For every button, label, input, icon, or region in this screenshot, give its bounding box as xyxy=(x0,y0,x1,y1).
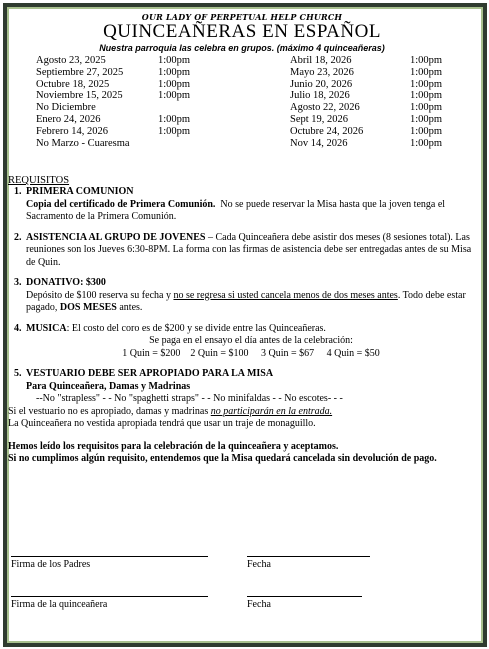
church-name: OUR LADY OF PERPETUAL HELP CHURCH xyxy=(141,12,343,22)
schedule-time: 1:00pm xyxy=(410,78,443,90)
schedule-date: Junio 20, 2026 xyxy=(290,78,353,90)
schedule-row xyxy=(36,138,190,150)
document-body xyxy=(8,12,476,466)
girl-signature-line[interactable] xyxy=(11,596,208,597)
music-price-table: 1 Quin = $200 2 Quin = $100 3 Quin = $67 4 Quin = $50 xyxy=(122,347,380,359)
schedule-date: No Marzo - Cuaresma xyxy=(36,137,130,149)
schedule-date: Septiembre 27, 2025 xyxy=(36,66,124,78)
schedule-time: 1:00pm xyxy=(410,55,443,66)
schedule-row xyxy=(290,138,442,150)
requirement-music xyxy=(8,323,476,361)
schedule-row xyxy=(36,55,190,67)
requirement-number: 1. xyxy=(14,186,22,197)
schedule-time: 1:00pm xyxy=(410,113,443,125)
attire-restrictions: --No "strapless" - - No "spaghetti straps" - - No minifaldas - - No escotes- - - xyxy=(36,393,343,404)
schedule-date: No Diciembre xyxy=(36,102,96,114)
schedule-date: Julio 18, 2026 xyxy=(290,90,350,102)
schedule-row xyxy=(290,114,442,126)
attire-consequence: Si el vestuario no es apropiado, damas y madrinas no participarán en la entrada. xyxy=(8,405,333,417)
music-payment-note: Se paga en el ensayo el día antes de la celebración: xyxy=(149,335,353,346)
requirement-first-communion xyxy=(8,186,476,224)
requirements-heading: REQUISITOS xyxy=(8,175,70,186)
requirement-attire xyxy=(8,368,476,406)
requirement-number: 4. xyxy=(14,322,22,334)
schedule-date: Nov 14, 2026 xyxy=(290,137,348,149)
date-label-2: Fecha xyxy=(247,599,271,610)
schedule-time: 1:00pm xyxy=(158,90,191,102)
page-subtitle: Nuestra parroquia las celebra en grupos. (máximo 4 quinceañeras) xyxy=(99,43,385,53)
schedule-date: Octubre 24, 2026 xyxy=(290,125,364,137)
schedule-date: Agosto 22, 2026 xyxy=(290,102,360,114)
page-title: QUINCEAÑERAS EN ESPAÑOL xyxy=(103,21,381,42)
schedule-time: 1:00pm xyxy=(410,66,443,78)
schedule-row xyxy=(290,55,442,67)
schedule-table xyxy=(8,55,476,165)
schedule-column-left xyxy=(36,55,190,149)
acknowledgement-line-1: Hemos leído los requisitos para la celebración de la quinceañera y aceptamos. xyxy=(8,440,339,452)
schedule-row xyxy=(36,79,190,91)
schedule-row xyxy=(290,102,442,114)
date-label-1: Fecha xyxy=(247,559,271,570)
schedule-row xyxy=(36,102,190,114)
schedule-row xyxy=(36,67,190,79)
schedule-time: 1:00pm xyxy=(410,137,443,149)
schedule-row xyxy=(290,126,442,138)
requirement-number: 3. xyxy=(14,277,22,288)
schedule-time: 1:00pm xyxy=(410,90,443,102)
requirement-number: 2. xyxy=(14,231,22,243)
acknowledgement xyxy=(8,441,476,466)
schedule-time: 1:00pm xyxy=(158,78,191,90)
girl-signature-label: Firma de la quinceañera xyxy=(11,599,108,610)
schedule-time: 1:00pm xyxy=(410,102,443,114)
schedule-date: Sept 19, 2026 xyxy=(290,113,349,125)
schedule-date: Noviembre 15, 2025 xyxy=(36,90,123,102)
schedule-date: Febrero 14, 2026 xyxy=(36,125,109,137)
requirement-youth-group xyxy=(8,232,476,270)
requirement-donation xyxy=(8,277,476,315)
requirement-text: Copia del certificado de Primera Comunión. No se puede reservar la Misa hasta que la joven tenga el Sacramento de la Primera Comunión. xyxy=(26,198,446,222)
requirement-text: Depósito de $100 reserva su fecha y no se regresa si usted cancela menos de dos meses antes. Todo debe estar pagado, DOS MESES antes. xyxy=(26,289,466,313)
requirement-number: 5. xyxy=(14,368,22,379)
schedule-date: Enero 24, 2026 xyxy=(36,113,101,125)
date-line-2[interactable] xyxy=(247,596,362,597)
requirement-subtitle: Para Quinceañera, Damas y Madrinas xyxy=(26,380,191,392)
schedule-date: Octubre 18, 2025 xyxy=(36,78,110,90)
requirement-title: VESTUARIO DEBE SER APROPIADO PARA LA MISA xyxy=(26,368,274,379)
acknowledgement-line-2: Si no cumplimos algún requisito, entendemos que la Misa quedará cancelada sin devolución de pago. xyxy=(8,453,437,464)
attire-note: La Quinceañera no vestida apropiada tendrá que usar un traje de monaguillo. xyxy=(8,418,316,429)
schedule-row xyxy=(36,90,190,102)
schedule-column-right xyxy=(290,55,442,149)
schedule-row xyxy=(290,79,442,91)
schedule-time: 1:00pm xyxy=(410,125,443,137)
date-line-1[interactable] xyxy=(247,556,370,557)
schedule-time: 1:00pm xyxy=(158,55,191,66)
schedule-time: 1:00pm xyxy=(158,66,191,78)
parents-signature-label: Firma de los Padres xyxy=(11,559,91,570)
schedule-date: Abril 18, 2026 xyxy=(290,55,352,66)
requirement-text: MUSICA: El costo del coro es de $200 y se divide entre las Quinceañeras. xyxy=(26,322,326,334)
requirement-title: DONATIVO: $300 xyxy=(26,277,106,288)
schedule-time: 1:00pm xyxy=(158,125,191,137)
parents-signature-line[interactable] xyxy=(11,556,208,557)
schedule-time: 1:00pm xyxy=(158,113,191,125)
schedule-date: Mayo 23, 2026 xyxy=(290,66,354,78)
requirement-text: ASISTENCIA AL GRUPO DE JOVENES – Cada Quinceañera debe asistir dos meses (8 sesiones total). Las reuniones son los Jueves 6:30-8PM. La forma con las firmas de asistencia debe ser entregadas antes de su Misa de Quin. xyxy=(26,231,472,268)
schedule-date: Agosto 23, 2025 xyxy=(36,55,106,66)
schedule-row xyxy=(36,126,190,138)
schedule-row xyxy=(36,114,190,126)
schedule-row xyxy=(290,67,442,79)
requirements-list xyxy=(8,186,476,431)
requirement-title: PRIMERA COMUNION xyxy=(26,186,134,197)
schedule-row xyxy=(290,90,442,102)
